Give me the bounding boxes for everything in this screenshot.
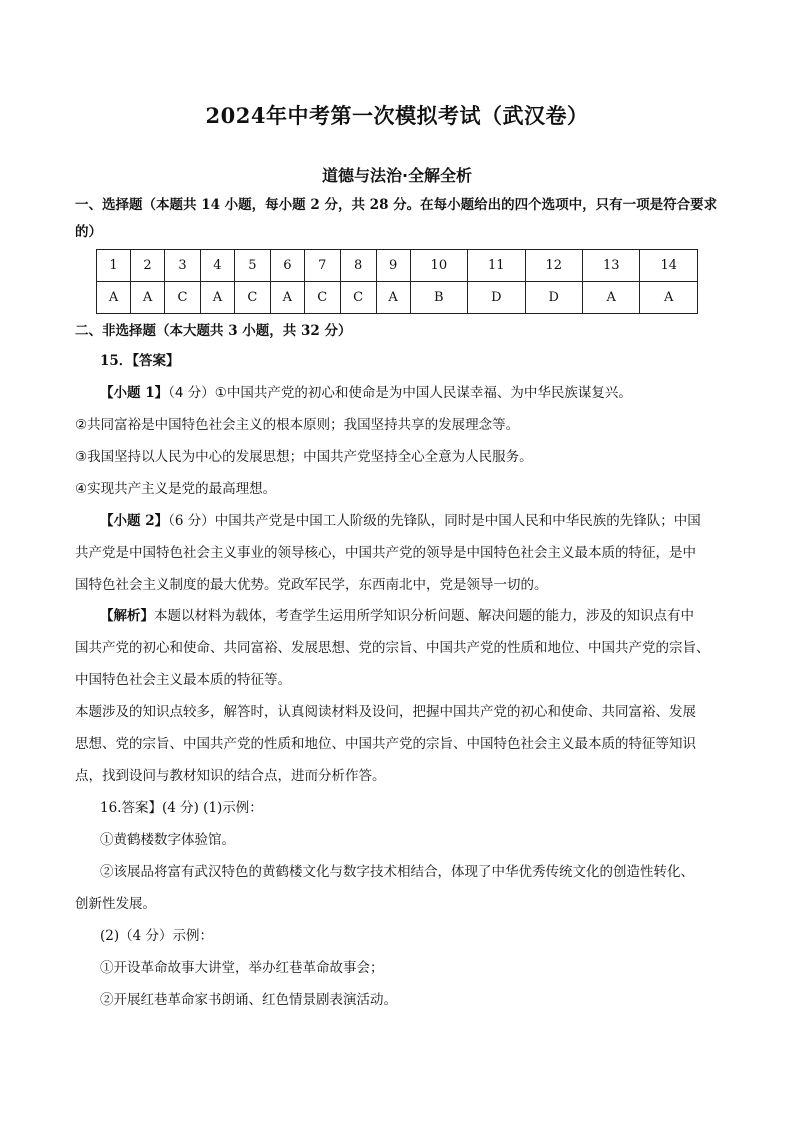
q16-line4: 创新性发展。 [75, 896, 156, 912]
answer-cell: A [270, 282, 304, 314]
q15-analysis-text1: 本题以材料为载体，考查学生运用所学知识分析问题、解决问题的能力，涉及的知识点有中 [154, 608, 694, 624]
q15-note-line1: 本题涉及的知识点较多，解答时，认真阅读材料及设问，把握中国共产党的初心和使命、共同富裕、发展 [75, 704, 696, 720]
q15-label: 15．【答案】 [100, 353, 180, 369]
q15-analysis-line2: 国共产党的初心和使命、共同富裕、发展思想、党的宗旨、中国共产党的性质和地位、中国共产党的宗旨、 [75, 640, 710, 656]
answer-cell: C [165, 282, 201, 314]
q15-sub1-point4: ④实现共产主义是党的最高理想。 [75, 481, 277, 497]
answer-table-number-row [97, 250, 698, 282]
question-number-cell: 11 [468, 250, 525, 282]
q16-line1: 16.答案】(4 分) (1)示例： [100, 800, 263, 816]
question-number-cell: 6 [270, 250, 304, 282]
q15-sub2 [100, 512, 725, 530]
q15-note-line3: 点，找到设问与教材知识的结合点，进而分析作答。 [75, 768, 386, 784]
answer-cell: A [376, 282, 410, 314]
q15-note-line2: 思想、党的宗旨、中国共产党的性质和地位、中国共产党的宗旨、中国特色社会主义最本质的特征等知识 [75, 736, 696, 752]
question-number-cell: 1 [97, 250, 131, 282]
q15-sub2-line2: 共产党是中国特色社会主义事业的领导核心，中国共产党的领导是中国特色社会主义最本质的特征，是中 [75, 545, 696, 561]
q15-sub1-point2: ②共同富裕是中国特色社会主义的根本原则；我国坚持共享的发展理念等。 [75, 417, 520, 433]
section2-header: 二、非选择题（本大题共 3 小题，共 32 分） [75, 323, 352, 339]
q16-line3: ②该展品将富有武汉特色的黄鹤楼文化与数字技术相结合，体现了中华优秀传统文化的创造性转化、 [100, 864, 694, 880]
answer-cell: A [583, 282, 640, 314]
q16-line7: ②开展红巷革命家书朗诵、红色情景剧表演活动。 [100, 992, 397, 1008]
answer-cell: D [468, 282, 525, 314]
question-number-cell: 14 [640, 250, 698, 282]
question-number-cell: 5 [234, 250, 270, 282]
q16-line2: ①黄鹤楼数字体验馆。 [100, 832, 235, 848]
answer-cell: A [200, 282, 234, 314]
q15-analysis-tag: 【解析】 [100, 608, 154, 624]
answer-table-answer-row [97, 282, 698, 314]
page-title: 2024年中考第一次模拟考试（武汉卷） [205, 103, 589, 128]
answer-table [96, 249, 698, 314]
answer-cell: D [525, 282, 582, 314]
question-number-cell: 4 [200, 250, 234, 282]
question-number-cell: 7 [304, 250, 340, 282]
answer-cell: A [131, 282, 165, 314]
q15-sub2-line3: 国特色社会主义制度的最大优势。党政军民学，东西南北中，党是领导一切的。 [75, 577, 548, 593]
question-number-cell: 2 [131, 250, 165, 282]
question-number-cell: 13 [583, 250, 640, 282]
q15-sub2-tag: 【小题 2】 [100, 513, 169, 529]
q15-sub2-text1: （6 分）中国共产党是中国工人阶级的先锋队，同时是中国人民和中华民族的先锋队；中国 [168, 513, 701, 529]
q15-sub1 [100, 384, 725, 402]
question-number-cell: 10 [410, 250, 467, 282]
page-subtitle: 道德与法治·全解全析 [321, 166, 473, 185]
q15-sub1-text: （4 分）①中国共产党的初心和使命是为中国人民谋幸福、为中华民族谋复兴。 [168, 385, 632, 401]
answer-cell: C [234, 282, 270, 314]
question-number-cell: 9 [376, 250, 410, 282]
answer-cell: C [304, 282, 340, 314]
q16-line6: ①开设革命故事大讲堂，举办红巷革命故事会； [100, 960, 384, 976]
section1-header-line2: 的） [75, 224, 102, 240]
question-number-cell: 8 [340, 250, 376, 282]
q16-line5: (2)（4 分）示例： [100, 928, 214, 944]
answer-cell: A [97, 282, 131, 314]
q15-analysis [100, 607, 725, 625]
answer-cell: B [410, 282, 467, 314]
q15-sub1-point3: ③我国坚持以人民为中心的发展思想；中国共产党坚持全心全意为人民服务。 [75, 449, 533, 465]
q15-sub1-tag: 【小题 1】 [100, 385, 169, 401]
answer-cell: A [640, 282, 698, 314]
question-number-cell: 12 [525, 250, 582, 282]
section1-header-line1: 一、选择题（本题共 14 小题，每小题 2 分，共 28 分。在每小题给出的四个选项中，只有一项是符合要求 [75, 197, 718, 213]
q15-analysis-line3: 中国特色社会主义最本质的特征等。 [75, 672, 291, 688]
question-number-cell: 3 [165, 250, 201, 282]
answer-cell: C [340, 282, 376, 314]
